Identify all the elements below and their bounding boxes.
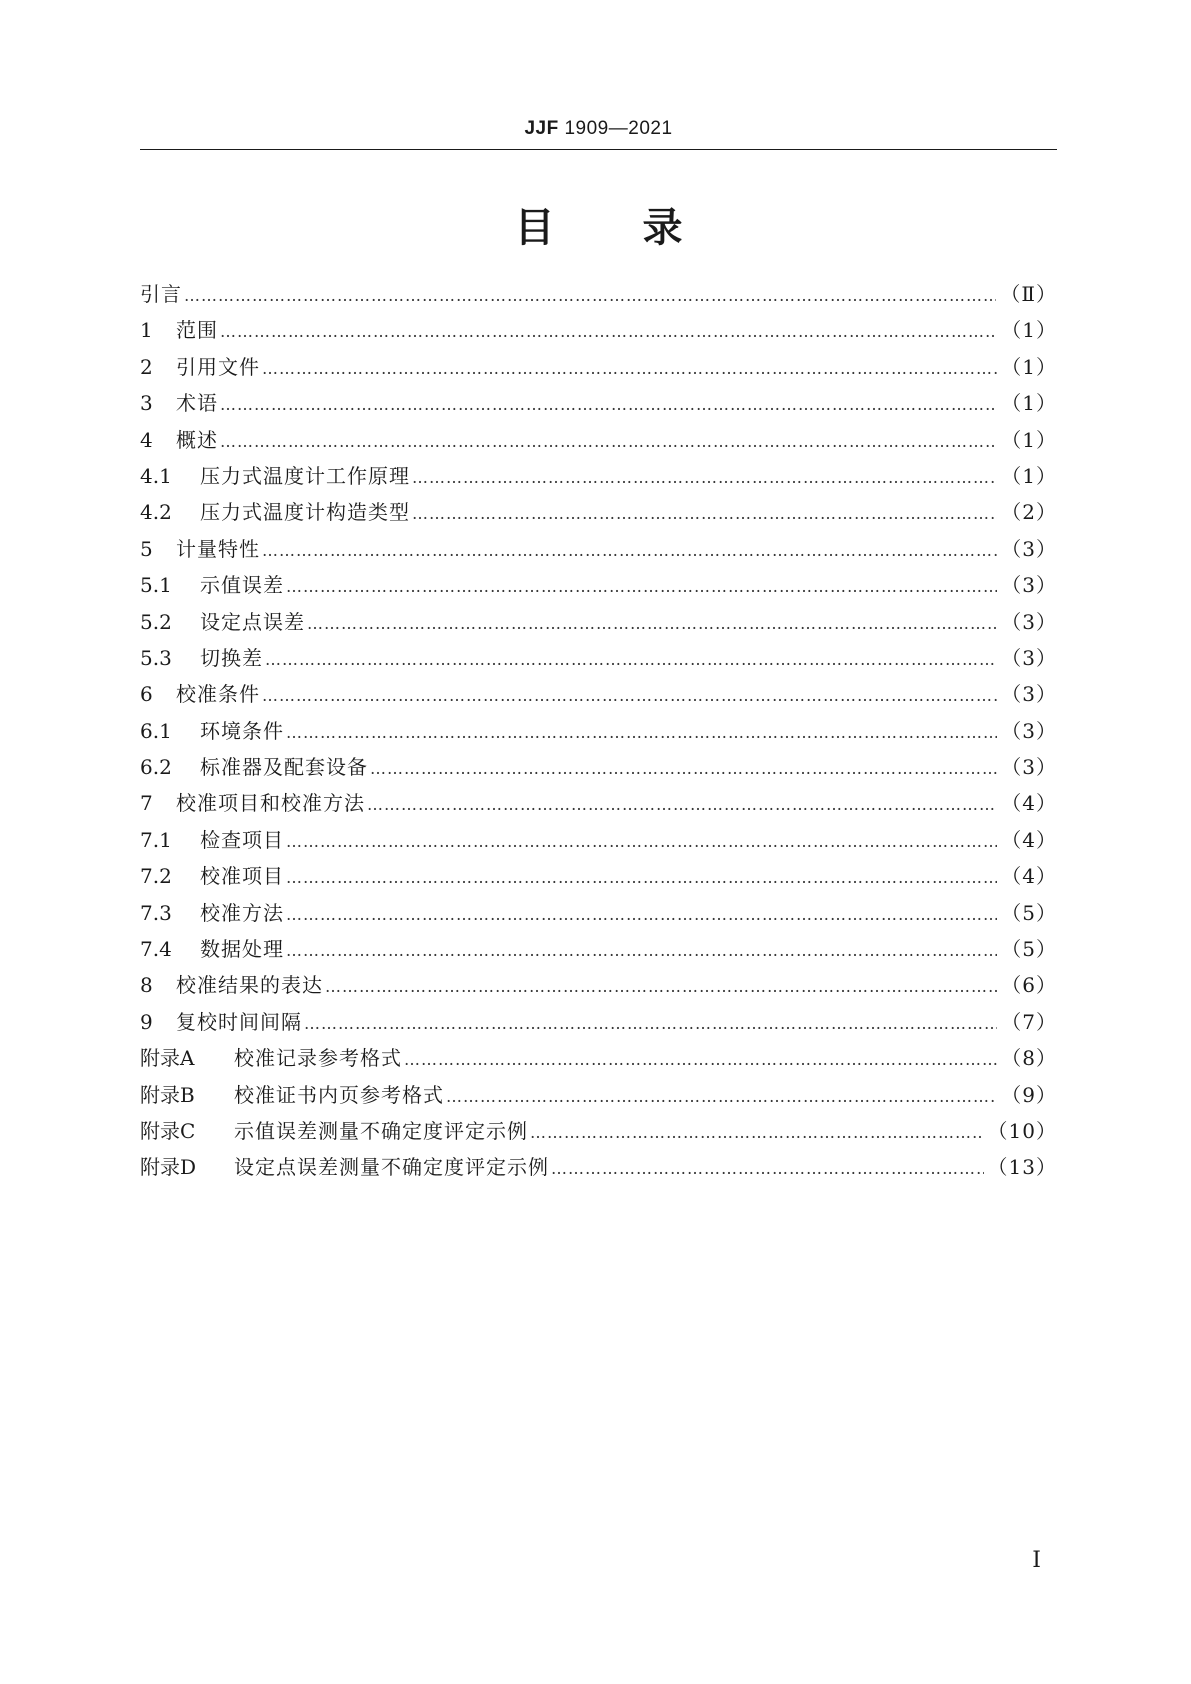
toc-entry-page: （3） — [1001, 536, 1057, 561]
toc-entry-title: 切换差 — [200, 645, 263, 670]
toc-leader-dots — [220, 322, 997, 341]
toc-entry[interactable] — [140, 1079, 1057, 1115]
toc-entry-page: （9） — [1001, 1082, 1057, 1107]
toc-entry[interactable] — [140, 314, 1057, 350]
toc-entry-title: 压力式温度计工作原理 — [200, 463, 410, 488]
toc-entry-page: （6） — [1001, 973, 1057, 998]
toc-entry[interactable] — [140, 933, 1057, 969]
toc-leader-dots — [412, 468, 997, 487]
toc-entry[interactable] — [140, 715, 1057, 751]
toc-entry-page: （3） — [1001, 645, 1057, 670]
toc-entry-page: （7） — [1001, 1009, 1057, 1034]
toc-entry-page: （4） — [1001, 827, 1057, 852]
toc-entry-title: 压力式温度计构造类型 — [200, 500, 410, 525]
toc-entry-title: 引言 — [140, 282, 182, 306]
toc-entry-page: （5） — [1001, 900, 1057, 925]
toc-entry-page: （5） — [1001, 937, 1057, 962]
toc-entry-page: （1） — [1001, 354, 1057, 379]
toc-leader-dots — [307, 614, 997, 633]
toc-leader-dots — [220, 395, 997, 414]
table-of-contents — [140, 278, 1057, 1188]
toc-leader-dots — [286, 832, 997, 851]
toc-entry-title: 术语 — [176, 391, 218, 416]
toc-entry-number: 9 — [140, 1009, 153, 1034]
standard-number: 1909—2021 — [564, 118, 673, 139]
toc-entry-page: （2） — [1001, 500, 1057, 525]
toc-entry-number: 7.3 — [140, 900, 172, 925]
toc-entry-title: 示值误差测量不确定度评定示例 — [234, 1118, 528, 1143]
toc-entry-title: 环境条件 — [200, 718, 284, 743]
toc-entry[interactable] — [140, 496, 1057, 532]
toc-leader-dots — [367, 795, 997, 814]
toc-entry-title: 检查项目 — [200, 827, 284, 852]
toc-leader-dots — [530, 1123, 984, 1142]
toc-entry-title: 校准项目和校准方法 — [176, 791, 365, 816]
toc-entry-title: 范围 — [176, 318, 218, 343]
toc-entry-number: 5.2 — [140, 609, 172, 634]
header-rule — [140, 149, 1057, 150]
toc-entry[interactable] — [140, 1115, 1057, 1151]
toc-entry[interactable] — [140, 897, 1057, 933]
toc-entry-number: 2 — [140, 354, 153, 379]
toc-leader-dots — [262, 541, 997, 560]
toc-entry-number: 7 — [140, 791, 153, 816]
toc-entry-title: 校准方法 — [200, 900, 284, 925]
toc-entry-page: （3） — [1001, 755, 1057, 780]
page-title-char-2: 录 — [642, 205, 683, 251]
toc-entry[interactable] — [140, 460, 1057, 496]
toc-entry[interactable] — [140, 424, 1057, 460]
toc-entry-page: （4） — [1001, 864, 1057, 889]
toc-leader-dots — [262, 686, 997, 705]
toc-leader-dots — [286, 905, 997, 924]
toc-entry[interactable] — [140, 969, 1057, 1005]
toc-entry-title: 计量特性 — [176, 536, 260, 561]
toc-entry-page: （3） — [1001, 573, 1057, 598]
toc-entry-page: （3） — [1001, 718, 1057, 743]
toc-leader-dots — [262, 359, 997, 378]
toc-leader-dots — [404, 1050, 997, 1069]
toc-entry[interactable] — [140, 751, 1057, 787]
toc-entry-number: 6 — [140, 682, 153, 707]
toc-entry-title: 引用文件 — [176, 354, 260, 379]
toc-entry-page: （1） — [1001, 427, 1057, 452]
toc-entry-title: 数据处理 — [200, 937, 284, 962]
toc-entry-title: 标准器及配套设备 — [200, 755, 368, 780]
toc-leader-dots — [412, 504, 997, 523]
toc-entry-number: 7.1 — [140, 827, 172, 852]
toc-entry-number: 4 — [140, 427, 153, 452]
toc-entry[interactable] — [140, 569, 1057, 605]
toc-entry-page: （1） — [1001, 391, 1057, 416]
toc-leader-dots — [286, 723, 997, 742]
toc-entry[interactable] — [140, 787, 1057, 823]
toc-entry-title: 概述 — [176, 427, 218, 452]
toc-entry-title: 复校时间间隔 — [176, 1009, 302, 1034]
toc-entry-title: 示值误差 — [200, 573, 284, 598]
toc-entry-number: 5.3 — [140, 645, 172, 670]
toc-leader-dots — [304, 1014, 997, 1033]
toc-entry[interactable] — [140, 1151, 1057, 1187]
toc-entry-title: 校准记录参考格式 — [234, 1046, 402, 1071]
toc-entry-page: （3） — [1001, 682, 1057, 707]
toc-entry[interactable] — [140, 1042, 1057, 1078]
toc-leader-dots — [551, 1159, 984, 1178]
toc-entry-number: 附录C — [140, 1118, 196, 1143]
toc-entry[interactable] — [140, 351, 1057, 387]
toc-entry-page: （13） — [987, 1155, 1057, 1180]
toc-entry-title: 设定点误差 — [200, 609, 305, 634]
toc-entry-number: 附录D — [140, 1155, 197, 1180]
toc-entry-number: 6.2 — [140, 755, 172, 780]
toc-leader-dots — [286, 577, 997, 596]
toc-leader-dots — [265, 650, 997, 669]
toc-entry[interactable] — [140, 824, 1057, 860]
toc-leader-dots — [286, 868, 997, 887]
toc-leader-dots — [286, 941, 997, 960]
toc-entry-title: 校准证书内页参考格式 — [234, 1082, 444, 1107]
toc-entry-page: （4） — [1001, 791, 1057, 816]
toc-entry-number: 5 — [140, 536, 153, 561]
toc-entry-title: 校准条件 — [176, 682, 260, 707]
page-number: Ⅰ — [1032, 1548, 1041, 1573]
toc-entry-number: 6.1 — [140, 718, 172, 743]
toc-entry-page: （8） — [1001, 1046, 1057, 1071]
toc-entry-number: 7.4 — [140, 937, 172, 962]
page-title — [140, 196, 1057, 253]
toc-entry-page: （1） — [1001, 463, 1057, 488]
standard-code: JJF — [524, 118, 559, 139]
toc-leader-dots — [220, 432, 997, 451]
toc-entry[interactable] — [140, 606, 1057, 642]
toc-entry-number: 附录A — [140, 1046, 195, 1071]
toc-entry[interactable] — [140, 678, 1057, 714]
toc-entry-number: 3 — [140, 391, 153, 416]
toc-entry-page: （10） — [987, 1118, 1057, 1143]
page-title-char-1: 目 — [514, 205, 555, 251]
toc-entry-title: 校准结果的表达 — [176, 973, 323, 998]
toc-leader-dots — [446, 1087, 997, 1106]
toc-entry-title: 设定点误差测量不确定度评定示例 — [234, 1155, 549, 1180]
toc-entry-number: 8 — [140, 973, 153, 998]
toc-leader-dots — [325, 977, 997, 996]
toc-entry[interactable] — [140, 278, 1057, 314]
toc-entry[interactable] — [140, 1006, 1057, 1042]
toc-entry[interactable] — [140, 642, 1057, 678]
toc-leader-dots — [370, 759, 997, 778]
toc-leader-dots — [184, 286, 996, 305]
toc-entry-number: 附录B — [140, 1082, 195, 1107]
toc-entry-number: 1 — [140, 318, 153, 343]
toc-entry[interactable] — [140, 533, 1057, 569]
running-header — [140, 118, 1057, 140]
toc-entry-page: （3） — [1001, 609, 1057, 634]
toc-entry-title: 校准项目 — [200, 864, 284, 889]
toc-entry-page: （Ⅱ） — [1000, 282, 1057, 306]
toc-entry-page: （1） — [1001, 318, 1057, 343]
toc-entry-number: 5.1 — [140, 573, 172, 598]
toc-entry[interactable] — [140, 387, 1057, 423]
toc-entry[interactable] — [140, 860, 1057, 896]
toc-entry-number: 4.2 — [140, 500, 172, 525]
toc-entry-number: 7.2 — [140, 864, 172, 889]
toc-entry-number: 4.1 — [140, 463, 172, 488]
